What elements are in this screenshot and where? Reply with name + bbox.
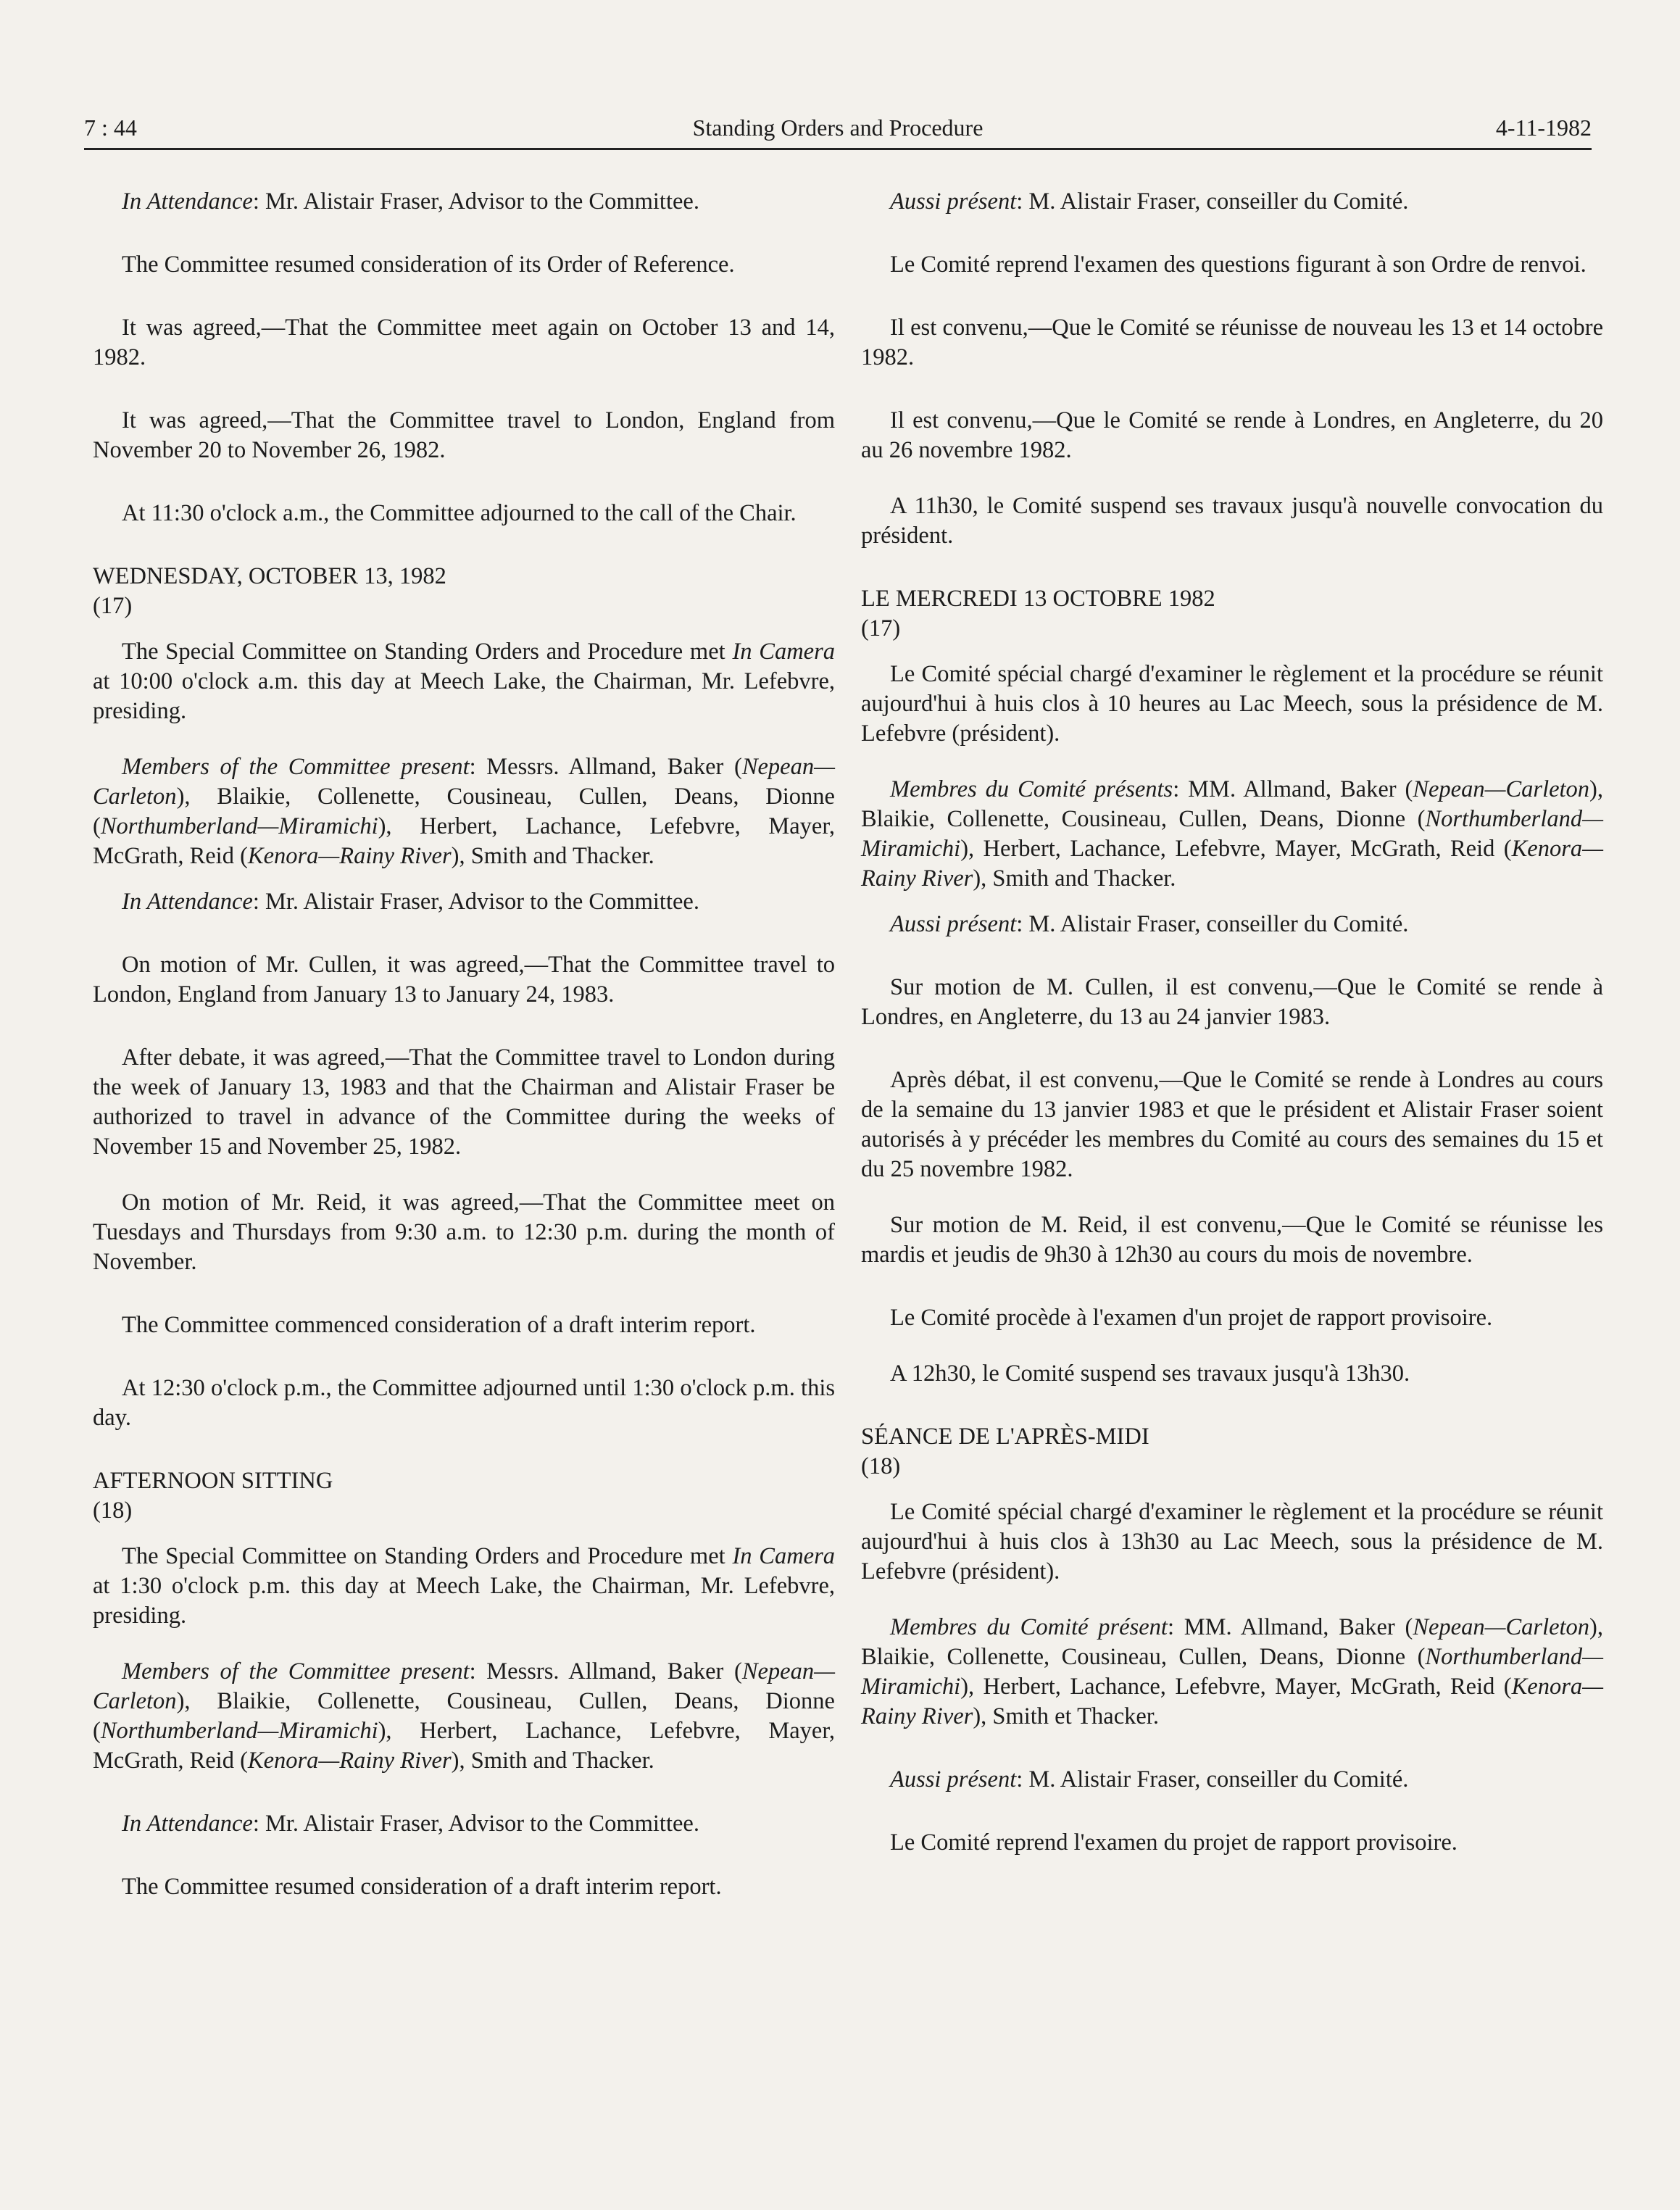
sitting-number: (17) <box>93 593 133 619</box>
running-title: Standing Orders and Procedure <box>692 115 984 141</box>
section-heading: WEDNESDAY, OCTOBER 13, 1982 <box>93 563 446 589</box>
paragraph: Il est convenu,—Que le Comité se réunisse de nouveau les 13 et 14 octobre 1982. <box>861 315 1603 370</box>
paragraph: After debate, it was agreed,—That the Committee travel to London during the week of January 13, 1983 and that the Chairman and Alistair Fraser be authorized to travel in advance of the Committee during the weeks of November 15 and November 25, 1982. <box>93 1044 835 1160</box>
members-paragraph: Membres du Comité présents: MM. Allmand, Baker (Nepean—Carleton), Blaikie, Collenette, Cousineau, Cullen, Deans, Dionne (Northumberland—Miramichi), Herbert, Lachance, Lefebvre, Mayer, McGrath, Reid (Kenora—Rainy River), Smith and Thacker. <box>861 776 1603 892</box>
members-paragraph: Membres du Comité présent: MM. Allmand, Baker (Nepean—Carleton), Blaikie, Collenette, Cousineau, Cullen, Deans, Dionne (Northumberland—Miramichi), Herbert, Lachance, Lefebvre, Mayer, McGrath, Reid (Kenora—Rainy River), Smith et Thacker. <box>861 1614 1603 1729</box>
sitting-number: (17) <box>861 615 901 641</box>
paragraph: The Committee resumed consideration of its Order of Reference. <box>122 252 735 278</box>
paragraph: The Committee commenced consideration of a draft interim report. <box>122 1312 756 1338</box>
paragraph: It was agreed,—That the Committee travel to London, England from November 20 to November 26, 1982. <box>93 407 835 463</box>
paragraph: The Special Committee on Standing Orders and Procedure met In Camera at 1:30 o'clock p.m. this day at Meech Lake, the Chairman, Mr. Lefebvre, presiding. <box>93 1543 835 1629</box>
attendance-paragraph: In Attendance: Mr. Alistair Fraser, Advisor to the Committee. <box>122 889 699 915</box>
header-rule <box>84 148 1592 150</box>
sitting-number: (18) <box>93 1497 133 1524</box>
english-column <box>93 187 835 1902</box>
members-paragraph: Members of the Committee present: Messrs. Allmand, Baker (Nepean—Carleton), Blaikie, Collenette, Cousineau, Cullen, Deans, Dionne (Northumberland—Miramichi), Herbert, Lachance, Lefebvre, Mayer, McGrath, Reid (Kenora—Rainy River), Smith and Thacker. <box>93 1658 835 1774</box>
french-column <box>861 187 1603 1858</box>
members-paragraph: Members of the Committee present: Messrs. Allmand, Baker (Nepean—Carleton), Blaikie, Collenette, Cousineau, Cullen, Deans, Dionne (Northumberland—Miramichi), Herbert, Lachance, Lefebvre, Mayer, McGrath, Reid (Kenora—Rainy River), Smith and Thacker. <box>93 754 835 869</box>
paragraph: Le Comité spécial chargé d'examiner le règlement et la procédure se réunit aujourd'hui à huis clos à 10 heures au Lac Meech, sous la présidence de M. Lefebvre (président). <box>861 661 1603 747</box>
paragraph: Le Comité spécial chargé d'examiner le règlement et la procédure se réunit aujourd'hui à huis clos à 13h30 au Lac Meech, sous la présidence de M. Lefebvre (président). <box>861 1499 1603 1584</box>
paragraph: On motion of Mr. Cullen, it was agreed,—That the Committee travel to London, England from January 13 to January 24, 1983. <box>93 952 835 1008</box>
header-date: 4-11-1982 <box>1495 115 1592 141</box>
section-heading: AFTERNOON SITTING <box>93 1468 333 1494</box>
attendance-paragraph: In Attendance: Mr. Alistair Fraser, Advisor to the Committee. <box>122 1811 699 1837</box>
attendance-paragraph: Aussi présent: M. Alistair Fraser, conseiller du Comité. <box>890 911 1409 937</box>
paragraph: Il est convenu,—Que le Comité se rende à Londres, en Angleterre, du 20 au 26 novembre 1982. <box>861 407 1603 463</box>
paragraph: At 12:30 o'clock p.m., the Committee adjourned until 1:30 o'clock p.m. this day. <box>93 1375 835 1431</box>
running-header <box>84 110 1592 145</box>
attendance-paragraph: In Attendance: Mr. Alistair Fraser, Advisor to the Committee. <box>122 188 699 215</box>
attendance-paragraph: Aussi présent: M. Alistair Fraser, conseiller du Comité. <box>890 1766 1409 1792</box>
paragraph: Après débat, il est convenu,—Que le Comité se rende à Londres au cours de la semaine du 13 janvier 1983 et que le président et Alistair Fraser soient autorisés à y précéder les membres du Comité au cours des semaines du 15 et du 25 novembre 1982. <box>861 1067 1603 1182</box>
paragraph: Le Comité reprend l'examen du projet de rapport provisoire. <box>890 1829 1457 1856</box>
paragraph: A 12h30, le Comité suspend ses travaux jusqu'à 13h30. <box>890 1361 1410 1387</box>
attendance-paragraph: Aussi présent: M. Alistair Fraser, conseiller du Comité. <box>890 188 1409 215</box>
paragraph: Le Comité procède à l'examen d'un projet de rapport provisoire. <box>890 1305 1493 1331</box>
paragraph: Le Comité reprend l'examen des questions figurant à son Ordre de renvoi. <box>890 252 1587 278</box>
section-heading: LE MERCREDI 13 OCTOBRE 1982 <box>861 586 1215 612</box>
section-heading: SÉANCE DE L'APRÈS-MIDI <box>861 1424 1149 1450</box>
paragraph: Sur motion de M. Reid, il est convenu,—Que le Comité se réunisse les mardis et jeudis de 9h30 à 12h30 au cours du mois de novembre. <box>861 1212 1603 1268</box>
paragraph: Sur motion de M. Cullen, il est convenu,—Que le Comité se rende à Londres, en Angleterre, du 13 au 24 janvier 1983. <box>861 974 1603 1030</box>
paragraph: The Committee resumed consideration of a draft interim report. <box>122 1874 722 1900</box>
sitting-number: (18) <box>861 1453 901 1479</box>
paragraph: At 11:30 o'clock a.m., the Committee adjourned to the call of the Chair. <box>122 500 797 526</box>
paragraph: It was agreed,—That the Committee meet again on October 13 and 14, 1982. <box>93 315 835 370</box>
paragraph: On motion of Mr. Reid, it was agreed,—That the Committee meet on Tuesdays and Thursdays from 9:30 a.m. to 12:30 p.m. during the month of November. <box>93 1189 835 1275</box>
page-number: 7 : 44 <box>84 115 137 141</box>
paragraph: The Special Committee on Standing Orders and Procedure met In Camera at 10:00 o'clock a.m. this day at Meech Lake, the Chairman, Mr. Lefebvre, presiding. <box>93 639 835 724</box>
paragraph: A 11h30, le Comité suspend ses travaux jusqu'à nouvelle convocation du président. <box>861 493 1603 549</box>
